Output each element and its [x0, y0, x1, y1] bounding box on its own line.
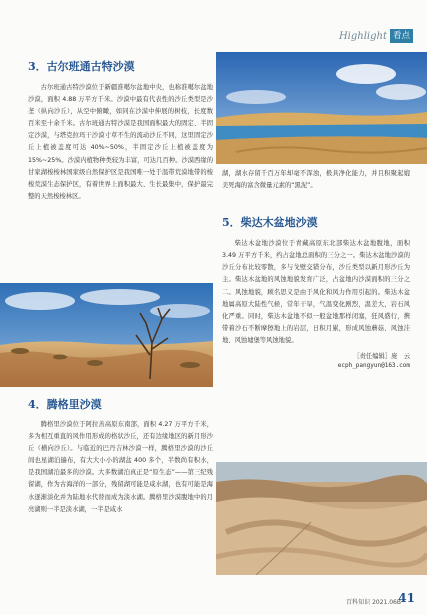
dunes-illustration [216, 462, 427, 575]
section-4-body: 腾格里沙漠位于阿拉善高原东南部，面积 4.27 万平方千米，多为相互重直的风作用形成的格状沙丘，还有边缘地区的新月形沙丘（横向沙丘）。与临近的巴丹吉林沙漠一样，腾格里沙漠的沙丘间也星湖泊遍布，有大大小小的湖盆 400 多个，半数尚有积水，是我国湖泊最多的沙漠。大多数湖泊真正是“原生态”——第三纪残留湖，作为古海洋的一部分，残留湖可能是咸水湖，也有可能是海水逐渐淡化并为陆地水代替而成为淡水湖。腾格里沙漠腹地中的月亮湖则一半是淡水湖，一半是咸水 [28, 421, 213, 513]
section-5-title: 5．柴达木盆地沙漠 [222, 216, 318, 230]
section-5-body: 柴达木盆地沙漠位于青藏高原东北部柴达木盆地腹地，面积 3.49 万平方千米，约占盆地总面积的三分之一。柴达木盆地沙漠的沙丘分布比较零散，多与戈壁交错分布，沙丘类型以新月形沙丘为主。柴达木盆地的风蚀地貌发育广泛，占盆地内沙漠面积的三分之二。风蚀地貌，顾名思义是由于风化和风力作用引起的。柴达木盆地属高原大陆性气候，常年干旱，气温变化剧烈，温差大，岩石风化严重。同时，柴达木盆地不似一般盆地那样闭塞，狂风盛行，携带着沙石不断摩擦地上的岩层，日积月累，形成风蚀蘑菇、风蚀洼地、风蚀墟堡等风蚀地貌。 [222, 240, 410, 344]
section-4-continued: 湖，湖水存留千百万年却毫不浑浊，极具净化能力，并且积聚起媲美死海的富含微量元素的“黑泥”。 [222, 170, 410, 190]
section-label-en: Highlight [338, 30, 387, 42]
section-3 [28, 58, 213, 203]
section-header [339, 28, 413, 44]
section-4-title: 4．腾格里沙漠 [28, 398, 102, 411]
page-number: 41 [398, 591, 415, 605]
magazine-issue: 百科知识 2021.06B [346, 599, 401, 606]
dunes-photo [216, 462, 427, 575]
desert-lake-illustration [216, 52, 427, 164]
desert-lake-photo [216, 52, 427, 164]
section-label-cn: 看点 [390, 29, 413, 43]
section-3-title: 3．古尔班通古特沙漠 [28, 60, 135, 73]
desert-tree-illustration [0, 283, 213, 387]
editor-credit: ［责任编辑］庞 云 [353, 353, 410, 361]
desert-tree-photo [0, 283, 213, 387]
editor-email: ecph_pangyun@163.com [337, 362, 410, 370]
section-3-body: 古尔班通古特沙漠位于新疆准噶尔盆地中央，也称准噶尔盆地沙漠，面积 4.88 万平方千米。沙漠中最有代表性的沙丘类型是沙垄（纵向沙丘），从空中俯瞰，如同在沙漠中伸展的树枝，长度数百米至十余千米。古尔班通古特沙漠是我国面积最大的固定、半固定沙漠，与塔克拉玛干沙漠寸草不生的流动沙丘不同，这里固定沙丘上植被盖度可达 40%~50%，半固定沙丘上植被盖度为 15%~25%。沙漠内植物种类较为丰富，可达几百种。沙漠西缘的甘家湖梭梭林国家级自然保护区是我国唯一处于温带荒漠地带的梭梭荒漠生态保护区，有着世界上面积最大、生长最集中，保护最完整的天然梭梭林区。 [28, 84, 213, 200]
section-4 [28, 396, 213, 516]
right-column [222, 168, 410, 369]
